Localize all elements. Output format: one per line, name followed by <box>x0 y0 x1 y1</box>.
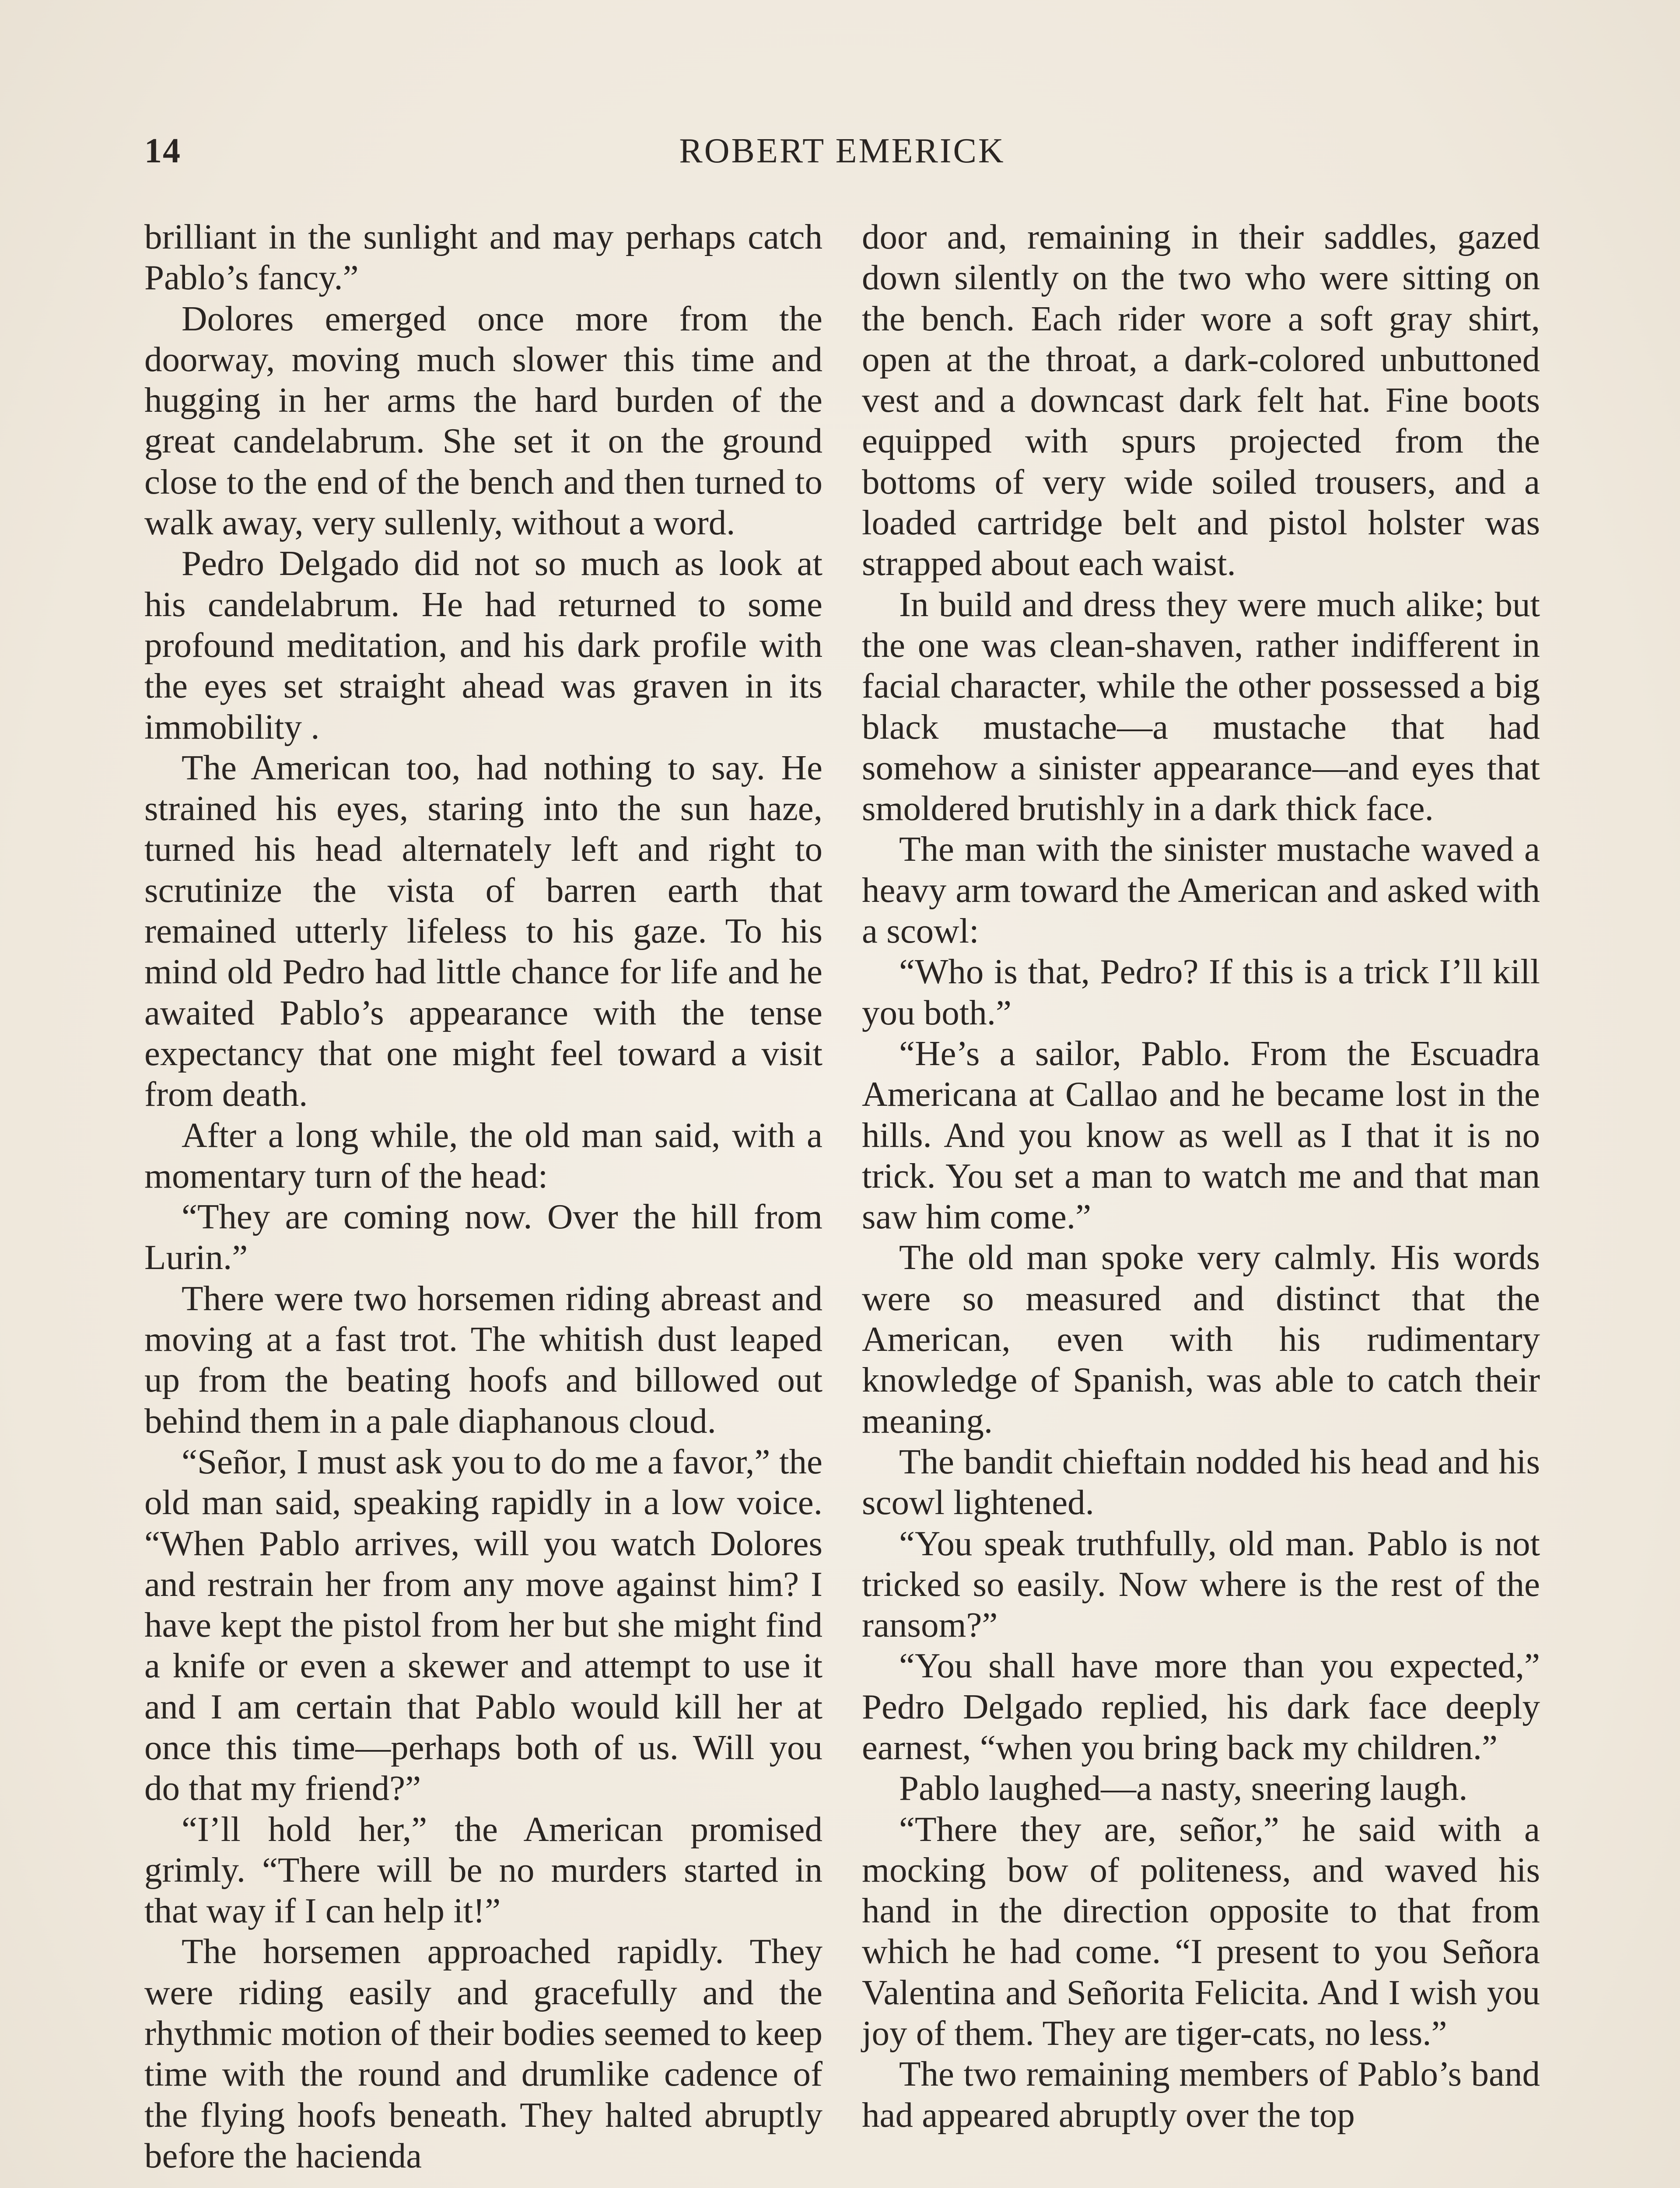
paragraph: The old man spoke very calmly. His words were so measured and distinct that the American, even with his rudimentary knowledge of Spanish, was able to catch their meaning. <box>862 1238 1540 1441</box>
paragraph: door and, remaining in their saddles, gazed down silently on the two who were sitting on the bench. Each rider wore a soft gray shirt, open at the throat, a dark-colored unbuttoned vest and a downcast dark felt hat. Fine boots equipped with spurs projected from the bottoms of very wide soiled trousers, and a loaded cartridge belt and pistol holster was strapped about each waist. <box>862 217 1540 583</box>
paragraph: “Who is that, Pedro? If this is a trick I’ll kill you both.” <box>862 952 1540 1032</box>
paragraph: The two remaining members of Pablo’s band had appeared abruptly over the top <box>862 2054 1540 2135</box>
paragraph: There were two horsemen riding abreast and moving at a fast trot. The whitish dust leaped up from the beating hoofs and billowed out behind them in a pale diaphanous cloud. <box>144 1278 822 1441</box>
page-header <box>144 131 1540 175</box>
paragraph: Pedro Delgado did not so much as look at his candelabrum. He had returned to some profound meditation, and his dark profile with the eyes set straight ahead was graven in its immobility . <box>144 543 822 747</box>
paragraph: The man with the sinister mustache waved a heavy arm toward the American and asked with a scowl: <box>862 829 1540 951</box>
paragraph: The bandit chieftain nodded his head and his scowl lightened. <box>862 1441 1540 1522</box>
paragraph: “He’s a sailor, Pablo. From the Escuadra Americana at Callao and he became lost in the hills. And you know as well as I that it is no trick. You set a man to watch me and that man saw him come.” <box>862 1033 1540 1237</box>
paragraph: “I’ll hold her,” the American promised grimly. “There will be no murders started in that way if I can help it!” <box>144 1809 822 1931</box>
paragraph: Dolores emerged once more from the doorway, moving much slower this time and hugging in her arms the hard burden of the great candelabrum. She set it on the ground close to the end of the bench and then turned to walk away, very sullenly, without a word. <box>144 298 822 543</box>
right-column <box>862 217 1540 2135</box>
paragraph: In build and dress they were much alike; but the one was clean-shaven, rather indifferent in facial character, while the other possessed a big black mustache—a mustache that had somehow a sinister appearance—and eyes that smoldered brutishly in a dark thick face. <box>862 584 1540 828</box>
page-number: 14 <box>144 132 181 170</box>
paragraph: “Señor, I must ask you to do me a favor,” the old man said, speaking rapidly in a low voice. “When Pablo arrives, will you watch Dolores and restrain her from any move against him? I have kept the pistol from her but she might find a knife or even a skewer and attempt to use it and I am certain that Pablo would kill her at once this time—perhaps both of us. Will you do that my friend?” <box>144 1441 822 1808</box>
paragraph: “They are coming now. Over the hill from Lurin.” <box>144 1197 822 1277</box>
left-column <box>144 217 822 2176</box>
paragraph: “There they are, señor,” he said with a mocking bow of politeness, and waved his hand in the direction opposite to that from which he had come. “I present to you Señora Valentina and Señorita Felicita. And I wish you joy of them. They are tiger-cats, no less.” <box>862 1809 1540 2053</box>
paragraph: brilliant in the sunlight and may perhaps catch Pablo’s fancy.” <box>144 217 822 298</box>
running-head: ROBERT EMERICK <box>679 132 1005 170</box>
paragraph: The horsemen approached rapidly. They were riding easily and gracefully and the rhythmic motion of their bodies seemed to keep time with the round and drumlike cadence of the flying hoofs beneath. They halted abruptly before the hacienda <box>144 1932 822 2175</box>
paragraph: Pablo laughed—a nasty, sneering laugh. <box>899 1768 1468 1808</box>
paragraph: After a long while, the old man said, with a momentary turn of the head: <box>144 1115 822 1196</box>
paragraph: “You speak truthfully, old man. Pablo is not tricked so easily. Now where is the rest of the ransom?” <box>862 1523 1540 1645</box>
paragraph: The American too, had nothing to say. He strained his eyes, staring into the sun haze, turned his head alternately left and right to scrutinize the vista of barren earth that remained utterly lifeless to his gaze. To his mind old Pedro had little chance for life and he awaited Pablo’s appearance with the tense expectancy that one might feel toward a visit from death. <box>144 747 822 1114</box>
paragraph: “You shall have more than you expected,” Pedro Delgado replied, his dark face deeply earnest, “when you bring back my children.” <box>862 1646 1540 1767</box>
